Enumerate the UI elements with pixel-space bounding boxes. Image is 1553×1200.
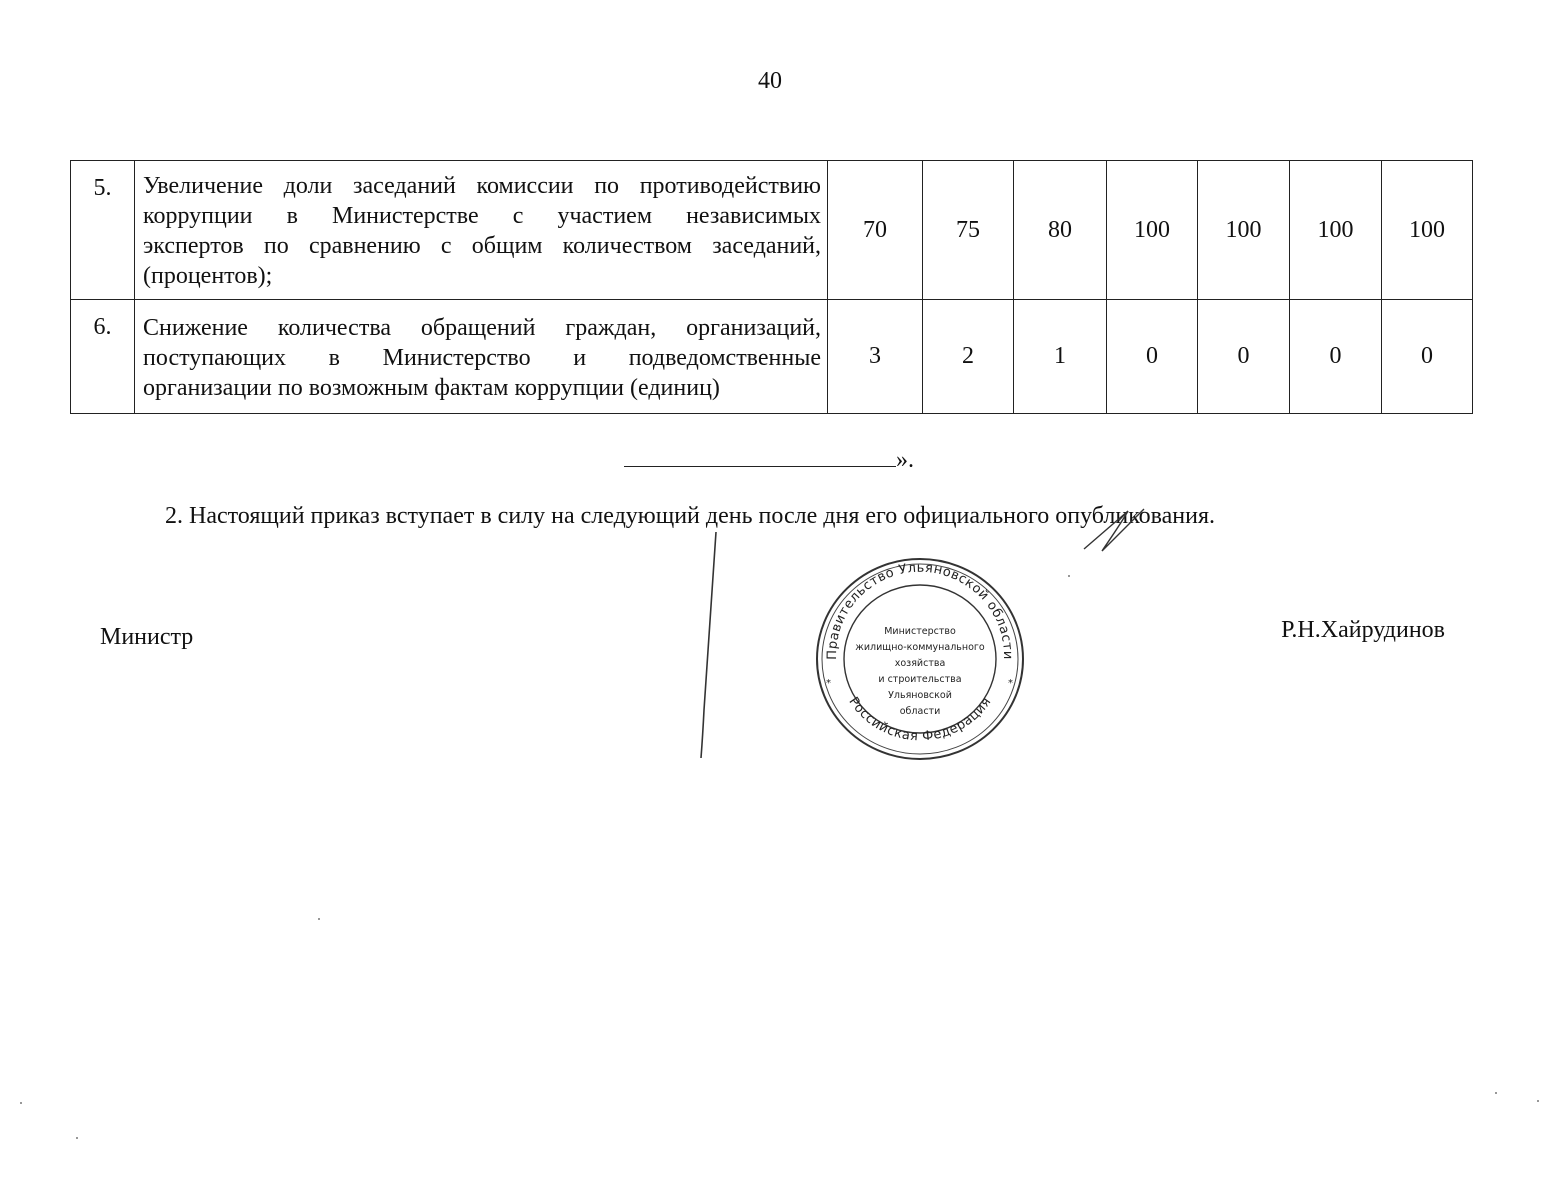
description-line: экспертов по сравнению с общим количеством заседаний, <box>143 233 821 259</box>
description-line: Снижение количества обращений граждан, организаций, <box>143 314 821 341</box>
value-cell: 0 <box>1198 300 1290 414</box>
indicator-description <box>135 161 828 300</box>
row-number: 6. <box>71 300 135 414</box>
value-cell: 0 <box>1107 300 1198 414</box>
description-line: организации по возможным фактам коррупции (единиц) <box>143 374 720 401</box>
scan-speck <box>76 1137 78 1139</box>
scan-speck <box>20 1102 22 1104</box>
seal-line: Министерство <box>884 626 956 637</box>
description-line: коррупции в Министерстве с участием независимых <box>143 203 821 229</box>
signer-name: Р.Н.Хайрудинов <box>1281 617 1445 643</box>
row-number: 5. <box>71 161 135 300</box>
signature-scribble-icon <box>1080 505 1150 555</box>
value-cell: 100 <box>1382 161 1473 300</box>
value-cell: 80 <box>1014 161 1107 300</box>
seal-line: области <box>899 706 941 717</box>
value-cell: 75 <box>923 161 1014 300</box>
description-line: (процентов); <box>143 263 273 289</box>
indicators-table <box>70 160 1473 414</box>
svg-text:Российская Федерация: Российская Федерация <box>845 694 995 745</box>
description-line: поступающих в Министерство и подведомственные <box>143 344 821 371</box>
page-number: 40 <box>758 68 782 94</box>
closing-mark <box>624 442 914 474</box>
value-cell: 2 <box>923 300 1014 414</box>
official-seal-icon <box>814 556 1026 762</box>
table-row <box>71 161 1473 300</box>
description-line: Увеличение доли заседаний комиссии по противодействию <box>143 173 821 199</box>
value-cell: 100 <box>1198 161 1290 300</box>
svg-text:*: * <box>826 678 831 689</box>
closing-underline <box>624 442 896 467</box>
value-cell: 100 <box>1107 161 1198 300</box>
signer-position: Министр <box>100 624 194 650</box>
table-row <box>71 300 1473 414</box>
value-cell: 70 <box>828 161 923 300</box>
value-cell: 100 <box>1290 161 1382 300</box>
clause-2: 2. Настоящий приказ вступает в силу на следующий день после дня его официального опубликования. <box>165 503 1216 529</box>
seal-line: и строительства <box>878 674 962 685</box>
indicator-description <box>135 300 828 414</box>
scan-speck <box>1495 1092 1497 1094</box>
value-cell: 3 <box>828 300 923 414</box>
closing-quote: ». <box>896 447 914 473</box>
scan-speck <box>1537 1100 1539 1102</box>
value-cell: 0 <box>1382 300 1473 414</box>
seal-line: хозяйства <box>894 658 946 669</box>
scan-speck <box>1068 575 1070 577</box>
svg-text:Правительство Ульяновской обла: Правительство Ульяновской области <box>824 560 1016 660</box>
seal-line: жилищно-коммунального <box>855 642 985 653</box>
value-cell: 0 <box>1290 300 1382 414</box>
value-cell: 1 <box>1014 300 1107 414</box>
signature-stroke-icon <box>690 530 730 760</box>
seal-line: Ульяновской <box>888 690 952 701</box>
scan-speck <box>318 918 320 920</box>
svg-text:*: * <box>1008 678 1013 689</box>
